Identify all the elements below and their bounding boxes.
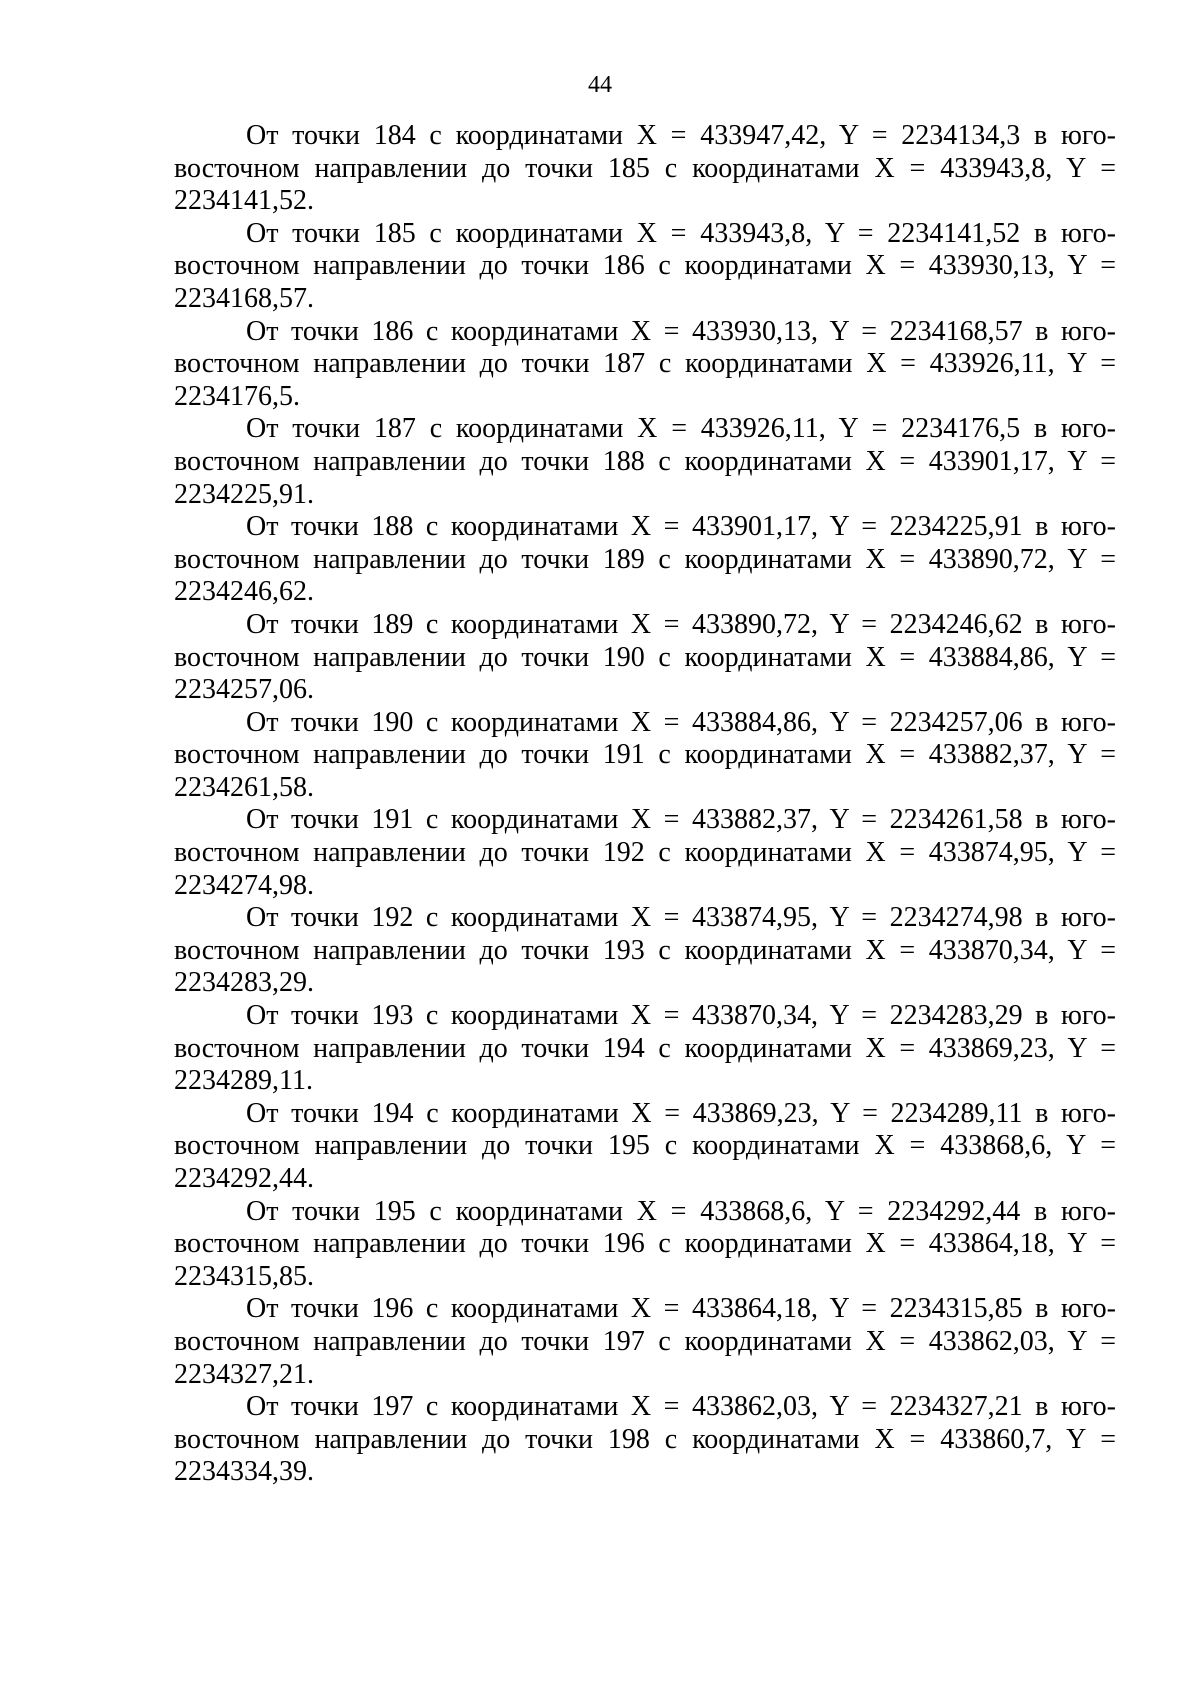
coordinate-paragraph: От точки 187 с координатами X = 433926,11, Y = 2234176,5 в юго-восточном направлении до точки 188 с координатами X = 433901,17, Y = 2234225,91.: [174, 413, 1116, 510]
coordinate-paragraph: От точки 185 с координатами X = 433943,8, Y = 2234141,52 в юго-восточном направлении до точки 186 с координатами X = 433930,13, Y = 2234168,57.: [174, 217, 1116, 314]
coordinate-paragraph: От точки 195 с координатами X = 433868,6, Y = 2234292,44 в юго-восточном направлении до точки 196 с координатами X = 433864,18, Y = 2234315,85.: [174, 1195, 1116, 1292]
coordinate-paragraph: От точки 189 с координатами X = 433890,72, Y = 2234246,62 в юго-восточном направлении до точки 190 с координатами X = 433884,86, Y = 2234257,06.: [174, 608, 1116, 706]
coordinate-paragraph: От точки 186 с координатами X = 433930,13, Y = 2234168,57 в юго-восточном направлении до точки 187 с координатами X = 433926,11, Y = 2234176,5.: [174, 315, 1116, 412]
page-number: 44: [588, 72, 612, 98]
coordinate-paragraph: От точки 191 с координатами X = 433882,37, Y = 2234261,58 в юго-восточном направлении до точки 192 с координатами X = 433874,95, Y = 2234274,98.: [174, 804, 1116, 901]
document-body: [174, 120, 1116, 1489]
coordinate-paragraph: От точки 188 с координатами X = 433901,17, Y = 2234225,91 в юго-восточном направлении до точки 189 с координатами X = 433890,72, Y = 2234246,62.: [174, 511, 1116, 608]
coordinate-paragraph: От точки 194 с координатами X = 433869,23, Y = 2234289,11 в юго-восточном направлении до точки 195 с координатами X = 433868,6, Y = 2234292,44.: [174, 1097, 1116, 1194]
coordinate-paragraph: От точки 193 с координатами X = 433870,34, Y = 2234283,29 в юго-восточном направлении до точки 194 с координатами X = 433869,23, Y = 2234289,11.: [174, 1000, 1116, 1097]
coordinate-paragraph: От точки 196 с координатами X = 433864,18, Y = 2234315,85 в юго-восточном направлении до точки 197 с координатами X = 433862,03, Y = 2234327,21.: [174, 1293, 1116, 1390]
coordinate-paragraph: От точки 192 с координатами X = 433874,95, Y = 2234274,98 в юго-восточном направлении до точки 193 с координатами X = 433870,34, Y = 2234283,29.: [174, 902, 1116, 999]
coordinate-paragraph: От точки 190 с координатами X = 433884,86, Y = 2234257,06 в юго-восточном направлении до точки 191 с координатами X = 433882,37, Y = 2234261,58.: [174, 706, 1116, 803]
coordinate-paragraph: От точки 197 с координатами X = 433862,03, Y = 2234327,21 в юго-восточном направлении до точки 198 с координатами X = 433860,7, Y = 2234334,39.: [174, 1391, 1116, 1488]
coordinate-paragraph: От точки 184 с координатами X = 433947,42, Y = 2234134,3 в юго-восточном направлении до точки 185 с координатами X = 433943,8, Y = 2234141,52.: [174, 120, 1116, 217]
